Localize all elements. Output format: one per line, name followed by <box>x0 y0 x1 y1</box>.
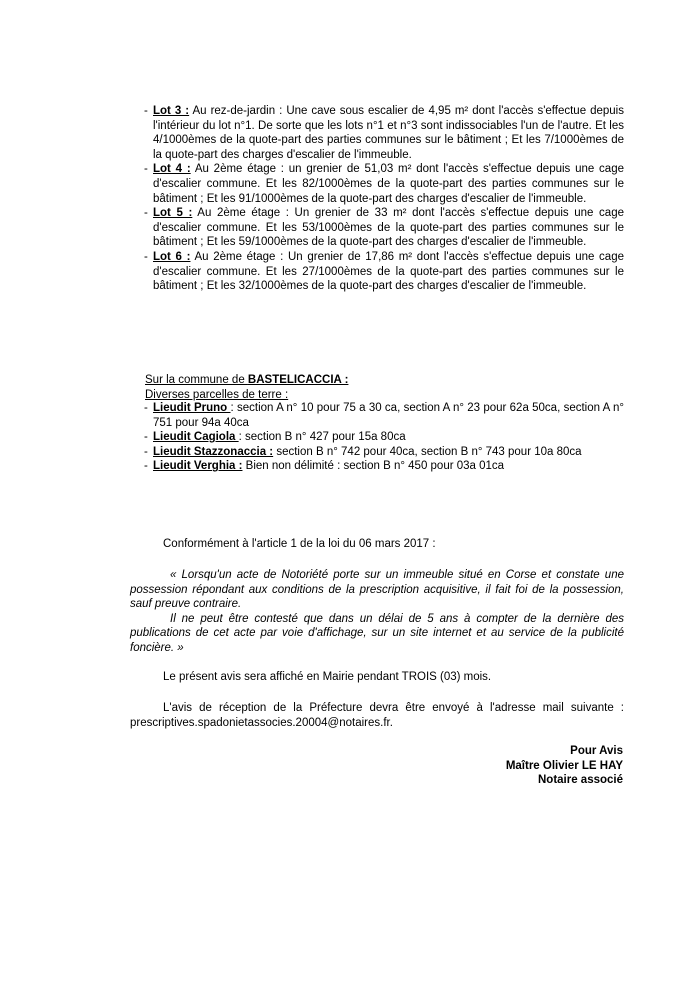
lot-text: Au rez-de-jardin : Une cave sous escalier de 4,95 m² dont l'accès s'effectue depuis l'intérieur du lot n°1. De sorte que les lots n°1 et n°3 sont indissociables l'un de l'autre. Et les 4/1000èmes de la quote-part des parties communes sur le bâtiment ; Et les 7/1000èmes de la quote-part des charges d'escalier de l'immeuble. <box>153 105 624 161</box>
mail-address-notice: L'avis de réception de la Préfecture devra être envoyé à l'adresse mail suivante : prescriptives.spadonietassocies.20004@notaires.fr. <box>130 702 624 729</box>
lot-text: Au 2ème étage : Un grenier de 17,86 m² dont l'accès s'effectue depuis une cage d'escalier commune. Et les 27/1000èmes de la quote-part des parties communes sur le bâtiment ; Et les 32/1000èmes de la quote-part des charges d'escalier de l'immeuble. <box>153 250 624 293</box>
list-bullet: - <box>144 431 148 444</box>
parcel-label: Lieudit Cagiola <box>153 431 239 444</box>
list-bullet: - <box>144 445 148 458</box>
list-bullet: - <box>144 163 148 176</box>
commune-heading-block <box>145 373 625 402</box>
commune-heading <box>145 373 625 388</box>
parcel-label: Lieudit Verghia : <box>153 460 243 473</box>
signature-block <box>506 744 623 788</box>
signature-line-notary-title: Notaire associé <box>537 774 623 787</box>
list-item <box>130 162 624 206</box>
list-bullet: - <box>144 105 148 117</box>
parcel-text: : section B n° 427 pour 15a 80ca <box>238 431 406 444</box>
list-item <box>130 206 624 250</box>
lot-text: Au 2ème étage : Un grenier de 33 m² dont l'accès s'effectue depuis une cage d'escalier commune. Et les 53/1000èmes de la quote-part des parties communes sur le bâtiment ; Et les 59/1000èmes de la quote-part des charges d'escalier de l'immeuble. <box>153 207 624 249</box>
list-item <box>130 250 624 294</box>
lot-label: Lot 3 : <box>153 105 190 117</box>
list-item <box>130 104 624 162</box>
parcel-label: Lieudit Stazzonaccia : <box>153 445 274 458</box>
parcel-description <box>153 459 624 474</box>
signature-line-pour-avis: Pour Avis <box>570 745 623 757</box>
list-item <box>130 401 624 430</box>
list-bullet: - <box>144 460 148 473</box>
parcel-description <box>153 430 624 445</box>
lot-list <box>130 104 624 294</box>
list-item <box>130 430 624 445</box>
parcel-text: section B n° 742 pour 40ca, section B n° 743 pour 10a 80ca <box>273 445 582 458</box>
display-duration-notice: Le présent avis sera affiché en Mairie pendant TROIS (03) mois. <box>163 671 492 683</box>
law-quotation <box>130 568 624 656</box>
parcel-list <box>130 401 624 474</box>
lot-label: Lot 6 : <box>153 250 191 263</box>
parcel-text: Bien non délimité : section B n° 450 pour 03a 01ca <box>242 460 505 473</box>
parcel-description <box>153 445 624 460</box>
list-item <box>130 459 624 474</box>
commune-heading-prefix: Sur la commune de <box>145 374 248 386</box>
lot-description <box>153 206 624 250</box>
law-quotation-paragraph-2: Il ne peut être contesté que dans un délai de 5 ans à compter de la dernière des publications de cet acte par voie d'affichage, sur un site internet et au service de la publicité foncière. » <box>130 612 624 654</box>
law-reference-intro: Conformément à l'article 1 de la loi du 06 mars 2017 : <box>163 538 436 550</box>
law-quotation-paragraph-1: « Lorsqu'un acte de Notoriété porte sur un immeuble situé en Corse et constate une possession répondant aux conditions de la prescription acquisitive, il fait foi de la possession, sauf preuve contraire. <box>130 569 624 611</box>
lot-description <box>153 162 624 206</box>
list-bullet: - <box>144 402 148 414</box>
lot-label: Lot 4 : <box>153 163 191 176</box>
parcel-label: Lieudit Pruno <box>153 402 231 414</box>
list-bullet: - <box>144 207 148 220</box>
list-item <box>130 445 624 460</box>
lot-description <box>153 104 624 162</box>
parcels-subheading <box>145 388 625 403</box>
list-bullet: - <box>144 250 148 263</box>
parcel-description <box>153 401 624 430</box>
commune-name: BASTELICACCIA : <box>247 374 349 386</box>
parcels-subheading-text: Diverses parcelles de terre : <box>145 388 289 401</box>
parcel-text: : section A n° 10 pour 75 a 30 ca, section A n° 23 pour 62a 50ca, section A n° 751 pour 94a 40ca <box>153 402 624 429</box>
lot-description <box>153 250 624 294</box>
lot-text: Au 2ème étage : un grenier de 51,03 m² dont l'accès s'effectue depuis une cage d'escalier commune. Et les 82/1000èmes de la quote-part des parties communes sur le bâtiment ; Et les 91/1000èmes de la quote-part des charges d'escalier de l'immeuble. <box>153 163 624 205</box>
signature-line-notary-name: Maître Olivier LE HAY <box>505 759 623 772</box>
lot-label: Lot 5 : <box>153 207 193 220</box>
